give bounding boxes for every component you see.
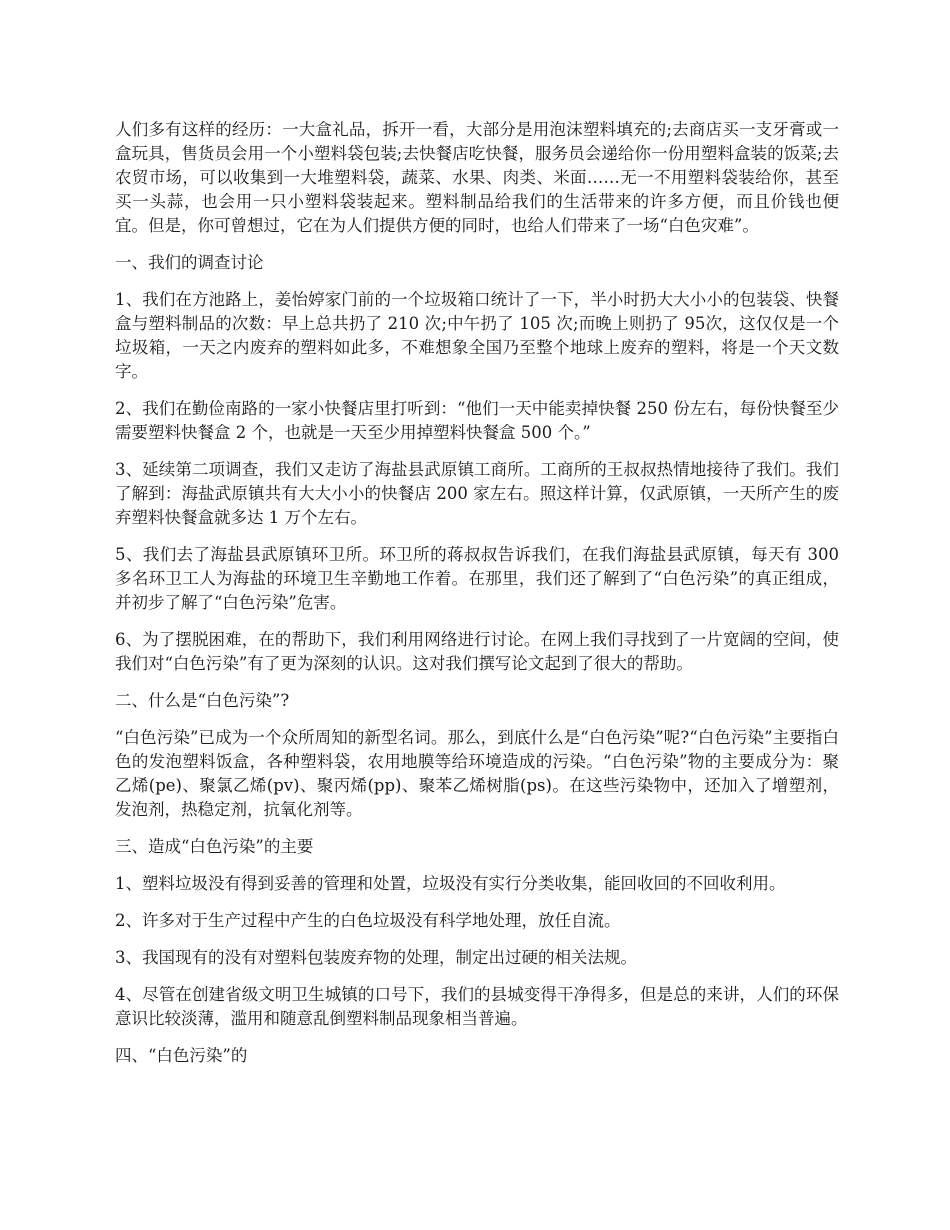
document-body <box>115 118 839 1081</box>
section-heading-survey: 一、我们的调查讨论 <box>115 253 264 272</box>
section-heading-causes: 三、造成“白色污染”的主要 <box>115 837 314 856</box>
cause-item-1: 1、塑料垃圾没有得到妥善的管理和处置，垃圾没有实行分类收集，能回收回的不回收利用。 <box>115 874 786 893</box>
section-heading-effects: 四、“白色污染”的 <box>115 1046 248 1065</box>
cause-item-2: 2、许多对于生产过程中产生的白色垃圾没有科学地处理，放任自流。 <box>115 911 621 930</box>
cause-item-4: 4、尽管在创建省级文明卫生城镇的口号下，我们的县城变得干净得多，但是总的来讲，人们的环保意识比较淡薄，滥用和随意乱倒塑料制品现象相当普遍。 <box>115 985 839 1028</box>
cause-item-3: 3、我国现有的没有对塑料包装废弃物的处理，制定出过硬的相关法规。 <box>115 948 637 967</box>
section-heading-definition: 二、什么是“白色污染”? <box>115 691 290 710</box>
survey-item-6: 6、为了摆脱困难，在的帮助下，我们利用网络进行讨论。在网上我们寻找到了一片宽阔的空间，使我们对“白色污染”有了更为深刻的认识。这对我们撰写论文起到了很大的帮助。 <box>115 630 839 673</box>
survey-item-1: 1、我们在方池路上，姜怡婷家门前的一个垃圾箱口统计了一下，半小时扔大大小小的包装袋、快餐盒与塑料制品的次数：早上总共扔了 210 次;中午扔了 105 次;而晚上则扔了 95次，这仅仅是一个垃圾箱，一天之内废弃的塑料如此多，不难想象全国乃至整个地球上废弃的塑料，将是一个天文数字。 <box>115 290 839 381</box>
survey-item-3: 3、延续第二项调查，我们又走访了海盐县武原镇工商所。工商所的王叔叔热情地接待了我们。我们了解到：海盐武原镇共有大大小小的快餐店 200 家左右。照这样计算，仅武原镇，一天所产生的废弃塑料快餐盒就多达 1 万个左右。 <box>115 460 839 527</box>
survey-item-5: 5、我们去了海盐县武原镇环卫所。环卫所的蒋叔叔告诉我们，在我们海盐县武原镇，每天有 300 多名环卫工人为海盐的环境卫生辛勤地工作着。在那里，我们还了解到了“白色污染”的真正组成，并初步了解了“白色污染”危害。 <box>115 545 839 612</box>
survey-item-2: 2、我们在勤俭南路的一家小快餐店里打听到：“他们一天中能卖掉快餐 250 份左右，每份快餐至少需要塑料快餐盒 2 个，也就是一天至少用掉塑料快餐盒 500 个。” <box>115 399 839 442</box>
definition-paragraph: “白色污染”已成为一个众所周知的新型名词。那么，到底什么是“白色污染”呢?“白色污染”主要指白色的发泡塑料饭盒，各种塑料袋，农用地膜等给环境造成的污染。“白色污染”物的主要成分为：聚乙烯(pe)、聚氯乙烯(pv)、聚丙烯(pp)、聚苯乙烯树脂(ps)。在这些污染物中，还加入了增塑剂，发泡剂，热稳定剂，抗氧化剂等。 <box>115 728 839 819</box>
intro-paragraph: 人们多有这样的经历：一大盒礼品，拆开一看，大部分是用泡沫塑料填充的;去商店买一支牙膏或一盒玩具，售货员会用一个小塑料袋包装;去快餐店吃快餐，服务员会递给你一份用塑料盒装的饭菜;去农贸市场，可以收集到一大堆塑料袋，蔬菜、水果、肉类、米面……无一不用塑料袋装给你，甚至买一头蒜，也会用一只小塑料袋装起来。塑料制品给我们的生活带来的许多方便，而且价钱也便宜。但是，你可曾想过，它在为人们提供方便的同时，也给人们带来了一场“白色灾难”。 <box>115 120 839 235</box>
